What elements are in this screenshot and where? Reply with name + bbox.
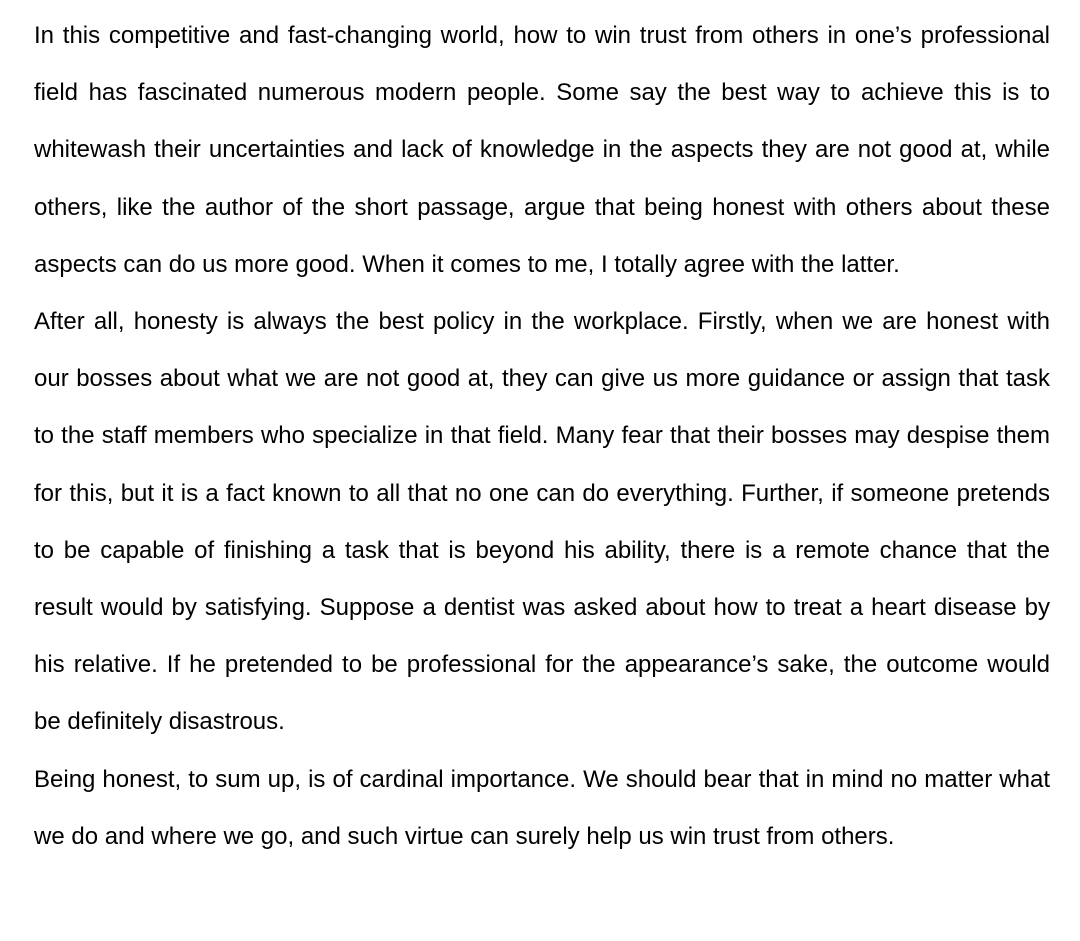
introduction-paragraph: In this competitive and fast-changing world, how to win trust from others in one’s professional field has fascinated numerous modern people. Some say the best way to achieve this is to whitewash their uncertainties and lack of knowledge in the aspects they are not good at, while others, like the author of the short passage, argue that being honest with others about these aspects can do us more good. When it comes to me, I totally agree with the latter. bbox=[34, 22, 1050, 278]
essay-document bbox=[34, 7, 1050, 865]
conclusion-paragraph: Being honest, to sum up, is of cardinal importance. We should bear that in mind no matter what we do and where we go, and such virtue can surely help us win trust from others. bbox=[34, 765, 1050, 850]
body-paragraph: After all, honesty is always the best policy in the workplace. Firstly, when we are honest with our bosses about what we are not good at, they can give us more guidance or assign that task to the staff members who specialize in that field. Many fear that their bosses may despise them for this, but it is a fact known to all that no one can do everything. Further, if someone pretends to be capable of finishing a task that is beyond his ability, there is a remote chance that the result would by satisfying. Suppose a dentist was asked about how to treat a heart disease by his relative. If he pretended to be professional for the appearance’s sake, the outcome would be definitely disastrous. bbox=[34, 308, 1050, 736]
